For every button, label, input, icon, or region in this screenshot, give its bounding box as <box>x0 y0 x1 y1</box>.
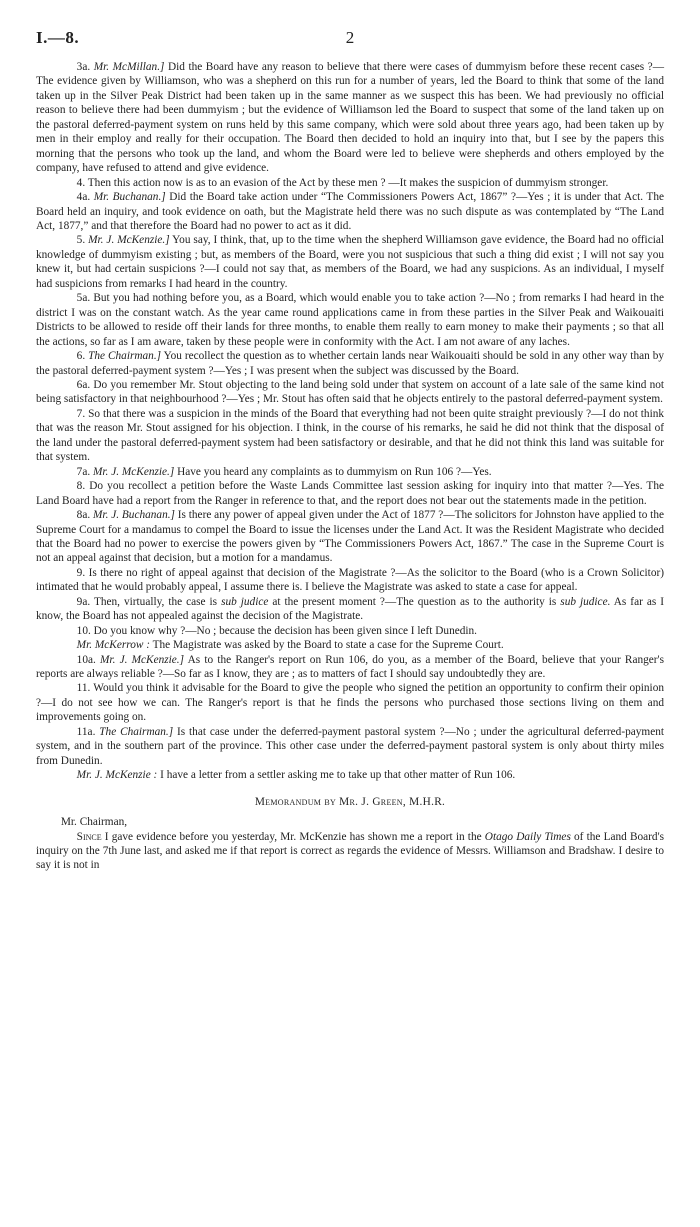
speaker-name: Mr. J. McKenzie.] <box>100 653 185 666</box>
question-number: 11a. <box>76 725 96 738</box>
paragraph-text-continued: As far as I know, the Board has not appealed against the decision of the Magistrate. <box>36 595 664 623</box>
question-number: 5a. <box>76 292 91 305</box>
question-number: 10. <box>76 624 91 637</box>
paragraph-text: As to the Ranger's report on Run 106, do you, as a member of the Board, believe that your Ranger's reports are always reliable ?—So far as I know, they are ; as to matters of fact I should say undoubtedly they are. <box>36 653 664 681</box>
speaker-name: Mr. McKerrow : <box>76 639 150 652</box>
question-number: 4a. <box>76 191 91 204</box>
paragraph-p6a <box>36 378 664 407</box>
question-number: 7a. <box>76 465 91 478</box>
question-number: 11. <box>76 682 91 695</box>
paragraph-p7a <box>36 465 664 479</box>
paragraph-text: I have a letter from a settler asking me to take up that other matter of Run 106. <box>157 769 516 782</box>
paragraph-text: Did the Board have any reason to believe that there were cases of dummyism before these recent cases ?—The evidence given by Williamson, who was a shepherd on this run for a number of years, led the Board to think that some of the land taken up in the Silver Peak District had been taken up in the same manner as we suspect this has been. We had previously no official reason to believe there had been dummyism ; but the evidence of Williamson led the Board to suspect that some of the land taken up on the pastoral deferred-payment system on runs held by this same company, which were sold about three years ago, had been taken up by men in their employ and really for their occupation. The Board then decided to hold an inquiry into that, but I see by the papers this morning that the persons who took up the land, and whom the Board were led to believe were shepherds and others employed by the company, have refused to attend and give evidence. <box>36 61 664 175</box>
question-number: 10a. <box>76 653 96 666</box>
paragraph-text: But you had nothing before you, as a Board, which would enable you to take action ?—No ; from remarks I had heard in the district I was on the constant watch. As the year came round applications came in from these parties in the Silver Peak and Waikouaiti Districts to be allowed to reside off their lands for three months, to enable them really to earn money to make their payments ; so that all the actions, so far as I am aware, taken by these people were in conformity with the Act. I am not aware of any laches. <box>36 292 664 348</box>
question-number: 6a. <box>76 378 91 391</box>
paragraph-text: Have you heard any complaints as to dummyism on Run 106 ?—Yes. <box>174 465 492 478</box>
page-number: 2 <box>345 28 355 47</box>
document-body <box>36 60 664 873</box>
italic-phrase: sub judice. <box>560 595 611 608</box>
paragraph-p4a <box>36 190 664 233</box>
memorandum-text-a: I gave evidence before you yesterday, Mr. McKenzie has shown me a report in the <box>101 830 485 843</box>
paragraph-text: The Magistrate was asked by the Board to state a case for the Supreme Court. <box>150 639 504 652</box>
paragraph-p8 <box>36 479 664 508</box>
page-header <box>36 28 664 50</box>
question-number: 9. <box>76 566 86 579</box>
question-number: 8a. <box>76 509 91 522</box>
speaker-name: Mr. J. McKenzie : <box>76 769 158 782</box>
speaker-name: Mr. J. McKenzie.] <box>93 465 175 478</box>
paragraph-pmckz <box>36 768 664 782</box>
paragraph-p6 <box>36 349 664 378</box>
memorandum-heading <box>36 795 664 809</box>
paragraph-p5 <box>36 233 664 291</box>
speaker-name: Mr. J. McKenzie.] <box>88 234 170 247</box>
memorandum-opening-word: Since <box>76 830 102 843</box>
paragraph-text: Do you remember Mr. Stout objecting to the land being sold under that system on account of a late sale of the same kind not being satisfactory in that neighbourhood ?—Yes ; Mr. Stout has often said that he objects entirely to the pastoral deferred-payment system. <box>36 378 664 406</box>
italic-phrase: sub judice <box>221 595 269 608</box>
speaker-name: The Chairman.] <box>99 725 174 738</box>
paper-reference: I.—8. <box>36 28 80 47</box>
paragraph-p7 <box>36 407 664 465</box>
memorandum-title: Memorandum by Mr. J. Green, M.H.R. <box>254 795 446 808</box>
paragraph-p9a <box>36 595 664 624</box>
paragraph-text: So that there was a suspicion in the minds of the Board that everything had not been quite straight previously ?—I do not think that was the reason Mr. Stout assigned for his objection. I think, in the course of his remarks, he said he did not think that the disposal of the land under the pastoral deferred-payment system had been satisfactory or desirable, and that he did not think this land was suitable for that system. <box>36 407 664 464</box>
paragraph-p3a <box>36 60 664 176</box>
paragraph-text: Then, virtually, the case is <box>90 595 222 608</box>
speaker-name: Mr. McMillan.] <box>93 61 165 73</box>
question-number: 3a. <box>76 61 91 73</box>
paragraph-pmck <box>36 638 664 652</box>
paragraph-text: Is that case under the deferred-payment pastoral system ?—No ; under the agricultural deferred-payment system, and in the southern part of the province. This other case under the deferred-payment pastoral system is only about thirty miles from Dunedin. <box>36 725 664 767</box>
speaker-name: Mr. J. Buchanan.] <box>93 509 175 522</box>
paragraph-text: Did the Board take action under “The Commissioners Powers Act, 1867” ?—Yes ; it is under that Act. The Board held an inquiry, and took evidence on oath, but the Magistrate held there was no such dispute as was contemplated by “The Land Act, 1877,” and that therefore the Board had no power to act as it did. <box>36 191 664 232</box>
memorandum-salutation: Mr. Chairman, <box>60 816 128 829</box>
speaker-name: The Chairman.] <box>88 350 162 363</box>
question-number: 9a. <box>76 595 91 608</box>
paragraph-p11a <box>36 725 664 768</box>
memorandum-paragraph <box>36 830 664 873</box>
question-number: 7. <box>76 407 86 420</box>
paragraph-text: Do you recollect a petition before the Waste Lands Committee last session asking for inquiry into that matter ?—Yes. The Land Board have had a report from the Ranger in reference to that, and the report does not bear out the statements made in the petition. <box>36 480 664 507</box>
paragraph-p10 <box>36 624 664 638</box>
speaker-name: Mr. Buchanan.] <box>93 191 166 204</box>
paragraph-p9 <box>36 566 664 595</box>
paragraph-text: Is there any power of appeal given under the Act of 1877 ?—The solicitors for Johnston have applied to the Supreme Court for a mandamus to compel the Board to issue the licenses under the Land Act. It was the Resident Magistrate who decided that the Board had no power to exercise the powers given by “The Commissioners Powers Act, 1867.” The case in the Supreme Court is not an appeal against that decision, but a motion for a mandamus. <box>36 509 664 565</box>
paragraph-text: Then this action now is as to an evasion of the Act by these men ? —It makes the suspicion of dummyism stronger. <box>85 176 609 189</box>
paragraph-text-continued: at the present moment ?—The question as to the authority is <box>268 595 561 608</box>
question-number: 8. <box>76 480 86 493</box>
paragraph-p4 <box>36 176 664 190</box>
paragraph-text: Do you know why ?—No ; because the decision has been given since I left Dunedin. <box>90 624 477 637</box>
question-number: 5. <box>76 234 86 247</box>
paragraph-text: You say, I think, that, up to the time when the shepherd Williamson gave evidence, the Board had no official knowledge of dummyism existing ; but, as members of the Board, were you not suspicious that such a thing did exist ; I will not say you knew it, but had certain suspicions ?—I could not say that, as members of the Board, we had any suspicions. As an individual, I myself had suspicions from remarks I had heard in the country. <box>36 234 664 290</box>
memorandum-text-b: of the Land Board's inquiry on the 7th June last, and asked me if that report is correct as regards the evidence of Messrs. Williamson and Bradshaw. I desire to say it is not in <box>36 830 664 872</box>
question-number: 6. <box>76 350 86 363</box>
paragraph-p8a <box>36 508 664 566</box>
newspaper-name: Otago Daily Times <box>484 830 571 843</box>
question-number: 4. <box>76 176 86 189</box>
paragraph-p11 <box>36 681 664 724</box>
paragraph-text: Would you think it advisable for the Board to give the people who signed the petition an opportunity to confirm their opinion ?—I do not see how we can. The Ranger's report is that he finds the persons who purchased those sections living on them and improvements going on. <box>36 682 664 724</box>
paragraph-p5a <box>36 291 664 349</box>
questions-and-answers <box>36 60 664 783</box>
paragraph-text: Is there no right of appeal against that decision of the Magistrate ?—As the solicitor to the Board (who is a Crown Solicitor) intimated that he would probably appeal, I assume there is. I believe the Magistrate was asked to state a case for appeal. <box>36 566 664 594</box>
paragraph-p10a <box>36 653 664 682</box>
paragraph-text: You recollect the question as to whether certain lands near Waikouaiti should be sold in any other way than by the pastoral deferred-payment system ?—Yes ; I was present when the subject was discussed by the Board. <box>36 350 664 377</box>
